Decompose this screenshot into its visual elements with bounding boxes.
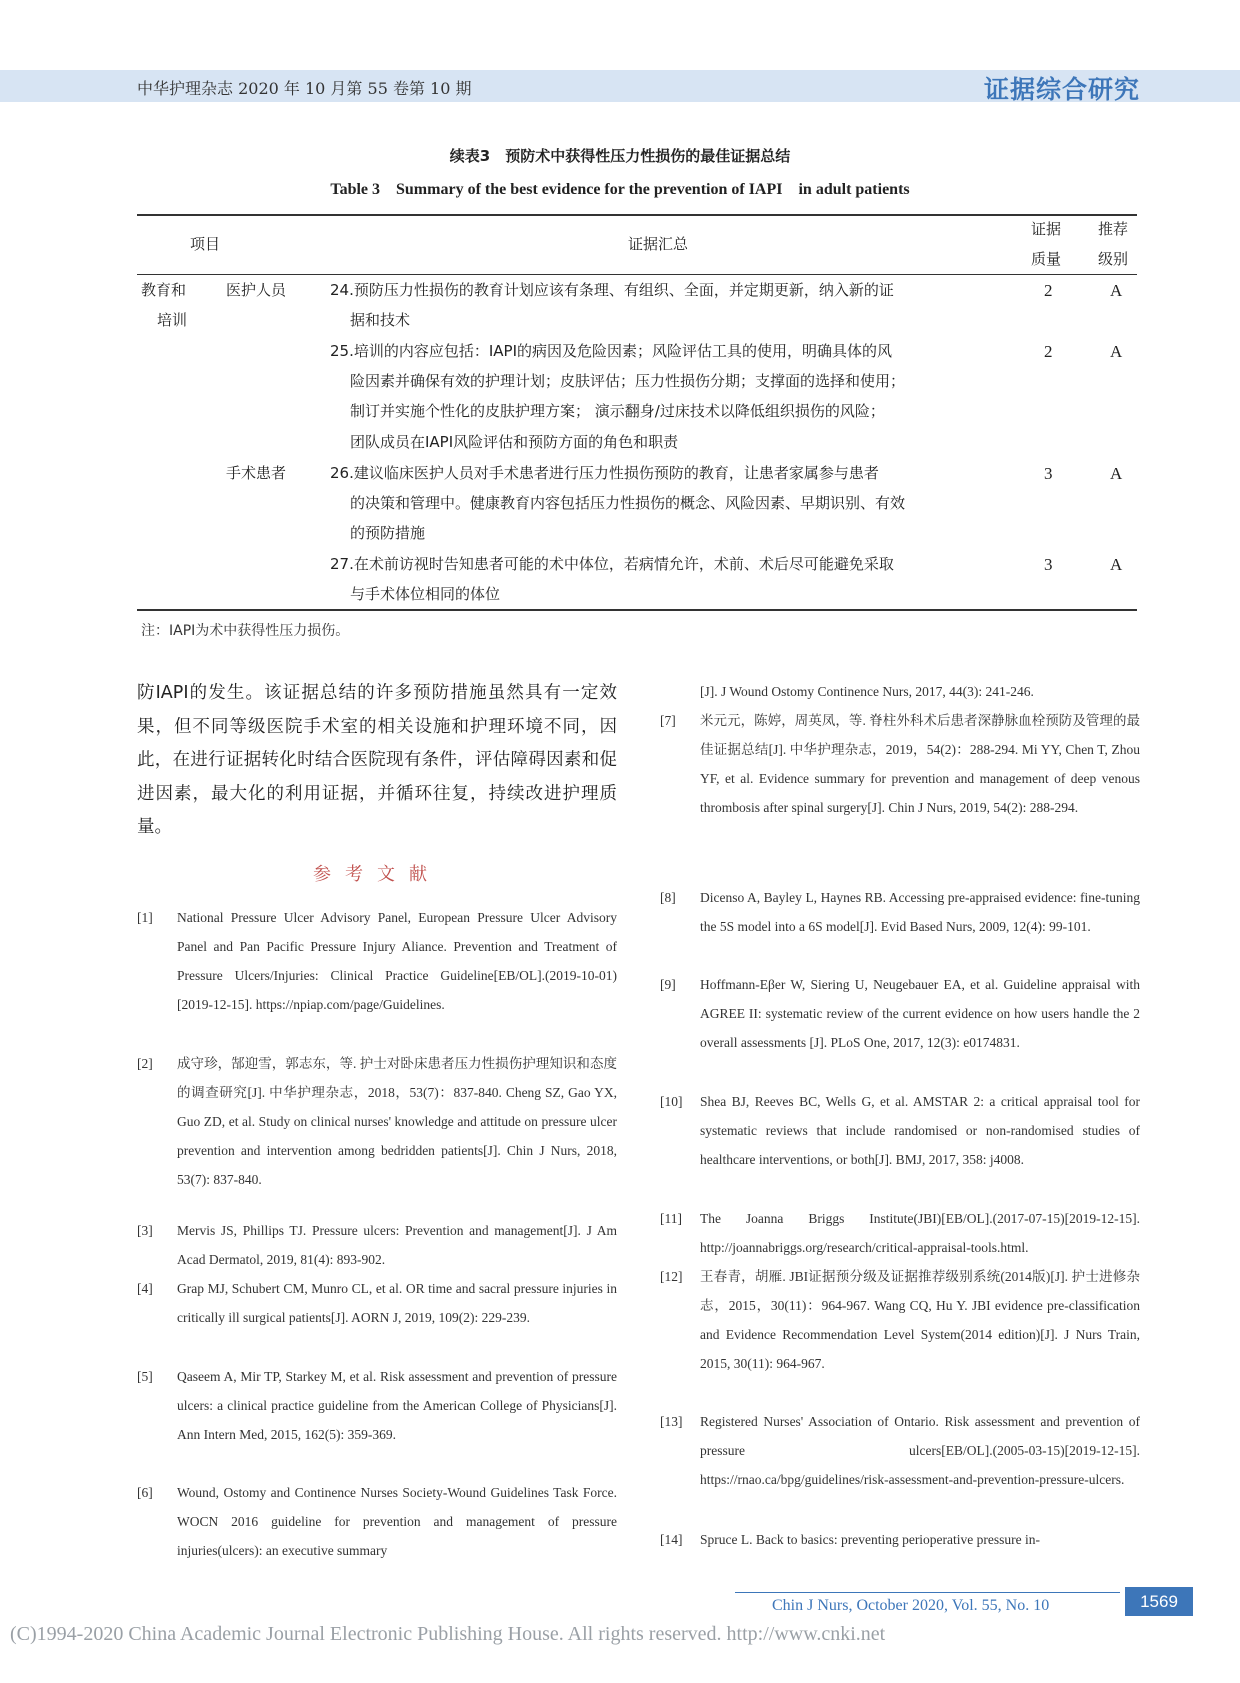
reference-number: [9]	[660, 977, 676, 992]
category-label-2: 培训	[157, 311, 188, 329]
reference-text: Grap MJ, Schubert CM, Munro CL, et al. OR time and sacral pressure injuries in critically ill surgical patients[J]. AORN J, 2019, 109(2): 229-239.	[177, 1281, 617, 1325]
reference-number: [1]	[137, 910, 153, 925]
reference-number: [14]	[660, 1532, 683, 1547]
evidence-24-line-2: 据和技术	[350, 311, 411, 329]
evidence-24-quality: 2	[1044, 281, 1053, 300]
reference-8	[660, 883, 1140, 970]
reference-text: Hoffmann-Eβer W, Siering U, Neugebauer EA, et al. Guideline appraisal with AGREE II: systematic review of the current evidence on how users handle the 2 overall assessments [J]. PLoS One, 2017, 12(3): e0174831.	[700, 977, 1140, 1050]
reference-number: [5]	[137, 1369, 153, 1384]
header-summary: 证据汇总	[628, 235, 689, 253]
reference-text: Registered Nurses' Association of Ontario. Risk assessment and prevention of pressure ulcers[EB/OL].(2005-03-15)[2019-12-15]. https://rnao.ca/bpg/guidelines/risk-assessment-and-prevention-pressure-ulcers.	[700, 1414, 1140, 1487]
evidence-26-line-2: 的决策和管理中。健康教育内容包括压力性损伤的概念、风险因素、早期识别、有效	[350, 494, 906, 512]
header-item: 项目	[190, 235, 221, 253]
reference-11	[660, 1204, 1140, 1262]
table-bottom-rule	[137, 609, 1137, 611]
reference-number: [8]	[660, 890, 676, 905]
reference-10	[660, 1087, 1140, 1203]
header-quality-2: 质量	[1031, 250, 1062, 268]
evidence-25-line-4: 团队成员在IAPI风险评估和预防方面的角色和职责	[350, 433, 679, 451]
reference-text: Shea BJ, Reeves BC, Wells G, et al. AMSTAR 2: a critical appraisal tool for systematic reviews that include randomised or non-randomised studies of healthcare interventions, or both[J]. BMJ, 2017, 358: j4008.	[700, 1094, 1140, 1167]
evidence-25-grade: A	[1110, 342, 1123, 361]
reference-text: 米元元，陈婷，周英凤，等. 脊柱外科术后患者深静脉血栓预防及管理的最佳证据总结[J]. 中华护理杂志，2019，54(2)：288-294. Mi YY, Chen T, Zhou YF, et al. Evidence summary for prevention and management of deep venous thrombosis after spinal surgery[J]. Chin J Nurs, 2019, 54(2): 288-294.	[700, 713, 1140, 815]
footer-citation: Chin J Nurs, October 2020, Vol. 55, No. 10	[772, 1597, 1050, 1614]
evidence-25-line-1: 25.培训的内容应包括：IAPI的病因及危险因素；风险评估工具的使用，明确具体的风	[330, 342, 893, 360]
reference-text: The Joanna Briggs Institute(JBI)[EB/OL].(2017-07-15)[2019-12-15]. http://joannabriggs.org/research/critical-appraisal-tools.html.	[700, 1211, 1140, 1255]
reference-text: [J]. J Wound Ostomy Continence Nurs, 2017, 44(3): 241-246.	[700, 684, 1034, 699]
header-grade-2: 级别	[1098, 250, 1129, 268]
reference-text: Dicenso A, Bayley L, Haynes RB. Accessing pre-appraised evidence: fine-tuning the 5S model into a 6S model[J]. Evid Based Nurs, 2009, 12(4): 99-101.	[700, 890, 1140, 934]
subcategory-staff: 医护人员	[226, 281, 287, 299]
reference-4	[137, 1274, 617, 1361]
evidence-25-line-3: 制订并实施个性化的皮肤护理方案； 演示翻身/过床技术以降低组织损伤的风险；	[350, 402, 885, 420]
table-title-cn: 续表3 预防术中获得性压力性损伤的最佳证据总结	[449, 147, 791, 165]
reference-text: Mervis JS, Phillips TJ. Pressure ulcers: Prevention and management[J]. J Am Acad Dermatol, 2019, 81(4): 893-902.	[177, 1223, 617, 1267]
reference-number: [3]	[137, 1223, 153, 1238]
reference-6	[137, 1478, 617, 1565]
header-grade-1: 推荐	[1098, 220, 1129, 238]
body-paragraph: 防IAPI的发生。该证据总结的许多预防措施虽然具有一定效果，但不同等级医院手术室的相关设施和护理环境不同，因此，在进行证据转化时结合医院现有条件，评估障碍因素和促进因素，最大化的利用证据，并循环往复，持续改进护理质量。	[137, 683, 617, 837]
reference-1	[137, 903, 617, 1048]
evidence-27-line-2: 与手术体位相同的体位	[350, 585, 501, 603]
reference-number: [10]	[660, 1094, 683, 1109]
reference-number: [6]	[137, 1485, 153, 1500]
evidence-27-grade: A	[1110, 555, 1123, 574]
reference-number: [7]	[660, 713, 676, 728]
category-label-1: 教育和	[141, 281, 187, 299]
evidence-26-grade: A	[1110, 464, 1123, 483]
page-number: 1569	[1125, 1587, 1193, 1616]
reference-text: Qaseem A, Mir TP, Starkey M, et al. Risk assessment and prevention of pressure ulcers: a clinical practice guideline from the American College of Physicians[J]. Ann Intern Med, 2015, 162(5): 359-369.	[177, 1369, 617, 1442]
table-top-rule	[137, 214, 1137, 216]
reference-number: [4]	[137, 1281, 153, 1296]
evidence-26-line-3: 的预防措施	[350, 524, 426, 542]
header-quality-1: 证据	[1031, 220, 1062, 238]
table-title-en: Table 3 Summary of the best evidence for the prevention of IAPI in adult patients	[330, 181, 910, 198]
reference-5	[137, 1362, 617, 1478]
journal-issue-line: 中华护理杂志 2020 年 10 月第 55 卷第 10 期	[137, 79, 472, 98]
reference-number: [13]	[660, 1414, 683, 1429]
reference-13	[660, 1407, 1140, 1523]
evidence-25-quality: 2	[1044, 342, 1053, 361]
reference-14	[660, 1525, 1140, 1554]
reference-number: [12]	[660, 1269, 683, 1284]
reference-text: Spruce L. Back to basics: preventing perioperative pressure in-	[700, 1532, 1041, 1547]
reference-text: 王春青，胡雁. JBI证据预分级及证据推荐级别系统(2014版)[J]. 护士进修杂志，2015，30(11)：964-967. Wang CQ, Hu Y. JBI evidence pre-classification and Evidence Recommendation Level System(2014 edition)[J]. J Nurs Train, 2015, 30(11): 964-967.	[700, 1269, 1140, 1371]
reference-number: [11]	[660, 1211, 682, 1226]
evidence-24-grade: A	[1110, 281, 1123, 300]
evidence-24-line-1: 24.预防压力性损伤的教育计划应该有条理、有组织、全面，并定期更新，纳入新的证	[330, 281, 894, 299]
reference-9	[660, 970, 1140, 1086]
evidence-27-quality: 3	[1044, 555, 1053, 574]
copyright-notice: (C)1994-2020 China Academic Journal Electronic Publishing House. All rights reserved. http://www.cnki.net	[10, 1623, 886, 1645]
references-heading: 参考文献	[313, 864, 441, 885]
evidence-26-line-1: 26.建议临床医护人员对手术患者进行压力性损伤预防的教育，让患者家属参与患者	[330, 464, 879, 482]
table-note: 注：IAPI为术中获得性压力损伤。	[141, 623, 350, 639]
reference-number: [2]	[137, 1056, 153, 1071]
reference-text: National Pressure Ulcer Advisory Panel, European Pressure Ulcer Advisory Panel and Pan Pacific Pressure Injury Aliance. Prevention and Treatment of Pressure Ulcers/Injuries: Clinical Practice Guideline[EB/OL].(2019-10-01)[2019-12-15]. https://npiap.com/page/Guidelines.	[177, 910, 617, 1012]
evidence-27-line-1: 27.在术前访视时告知患者可能的术中体位，若病情允许，术前、术后尽可能避免采取	[330, 555, 894, 573]
evidence-25-line-2: 险因素并确保有效的护理计划；皮肤评估；压力性损伤分期；支撑面的选择和使用；	[350, 372, 906, 390]
footer-rule	[735, 1592, 1120, 1593]
reference-6-continuation	[660, 677, 1140, 706]
reference-2	[137, 1049, 617, 1224]
subcategory-patients: 手术患者	[226, 464, 287, 482]
reference-12	[660, 1262, 1140, 1407]
section-label: 证据综合研究	[983, 75, 1140, 104]
table-header-rule	[137, 274, 1137, 275]
evidence-26-quality: 3	[1044, 464, 1053, 483]
reference-text: Wound, Ostomy and Continence Nurses Society-Wound Guidelines Task Force. WOCN 2016 guideline for prevention and management of pressure injuries(ulcers): an executive summary	[177, 1485, 617, 1558]
reference-7	[660, 706, 1140, 881]
reference-3	[137, 1216, 617, 1274]
reference-text: 成守珍，郜迎雪，郭志东，等. 护士对卧床患者压力性损伤护理知识和态度的调查研究[J]. 中华护理杂志，2018，53(7)：837-840. Cheng SZ, Gao YX, Guo ZD, et al. Study on clinical nurses' knowledge and attitude on pressure ulcer prevention and intervention among bedridden patients[J]. Chin J Nurs, 2018, 53(7): 837-840.	[177, 1056, 617, 1187]
